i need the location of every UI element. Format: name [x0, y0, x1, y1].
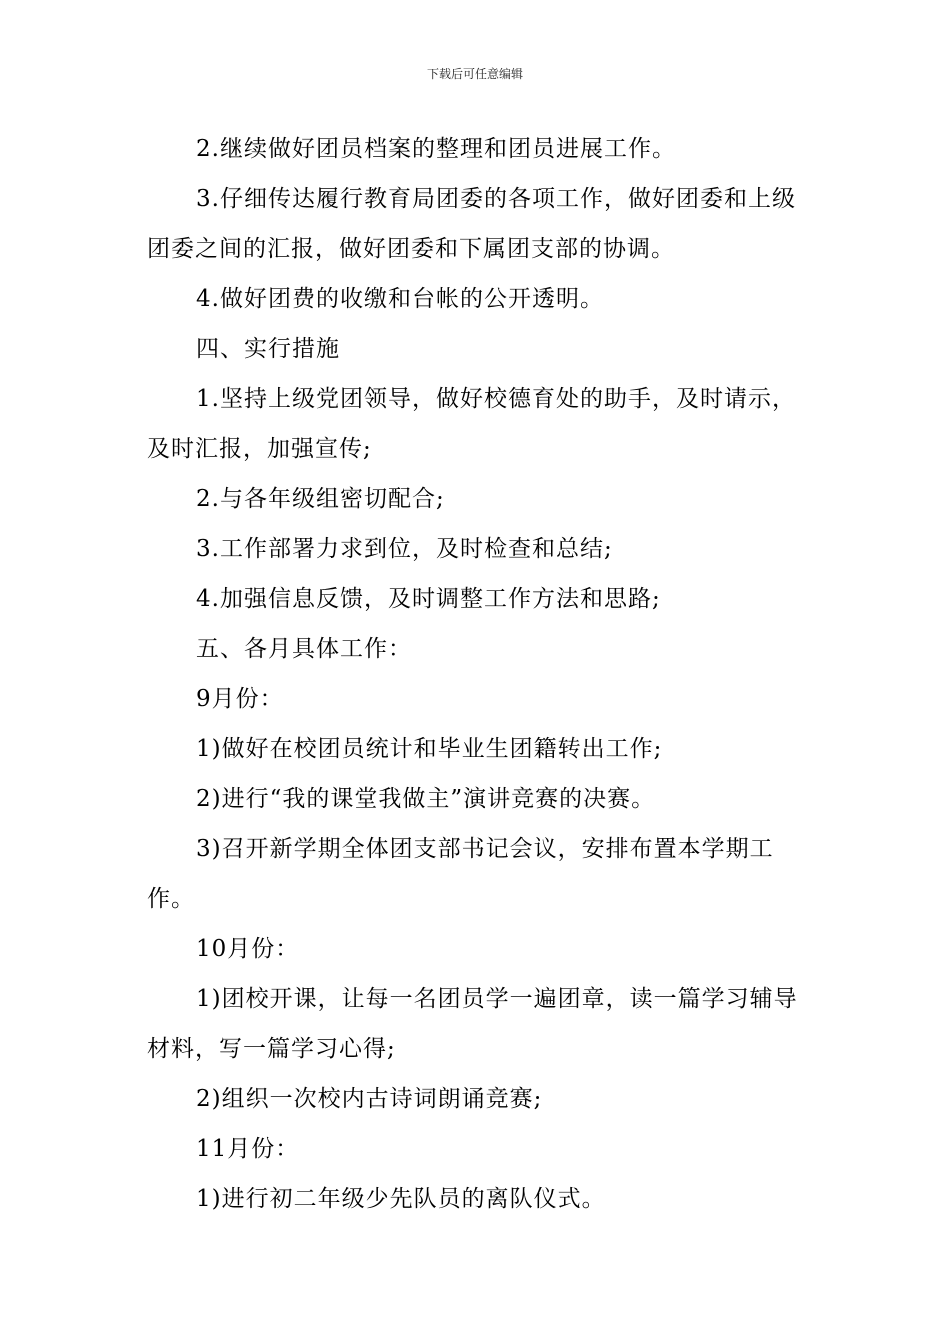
paragraph-measure-3: 3.工作部署力求到位，及时检查和总结;: [196, 536, 613, 562]
paragraph-measure-1: 1.坚持上级党团领导，做好校德育处的助手，及时请示，及时汇报，加强宣传;: [147, 386, 796, 462]
page-header-note: 下载后可任意编辑: [426, 67, 523, 81]
document-body: [147, 124, 807, 1224]
month-heading-november: 11月份：: [196, 1136, 300, 1162]
section-heading-monthly-work: 五、各月具体工作：: [196, 636, 412, 662]
paragraph-work-item-3: 3.仔细传达履行教育局团委的各项工作，做好团委和上级团委之间的汇报，做好团委和下属团支部的协调。: [147, 186, 796, 262]
paragraph-october-1: 1)团校开课，让每一名团员学一遍团章，读一篇学习辅导材料，写一篇学习心得;: [147, 986, 798, 1062]
month-heading-october: 10月份：: [196, 936, 300, 962]
section-heading-measures: 四、实行措施: [196, 336, 340, 362]
paragraph-work-item-2: 2.继续做好团员档案的整理和团员进展工作。: [196, 136, 676, 162]
paragraph-october-2: 2)组织一次校内古诗词朗诵竞赛;: [196, 1086, 543, 1112]
month-heading-september: 9月份：: [196, 686, 284, 712]
paragraph-measure-2: 2.与各年级组密切配合;: [196, 486, 445, 512]
paragraph-november-1: 1)进行初二年级少先队员的离队仪式。: [196, 1186, 606, 1212]
paragraph-september-1: 1)做好在校团员统计和毕业生团籍转出工作;: [196, 736, 663, 762]
paragraph-september-3: 3)召开新学期全体团支部书记会议，安排布置本学期工作。: [147, 836, 774, 912]
paragraph-work-item-4: 4.做好团费的收缴和台帐的公开透明。: [196, 286, 604, 312]
paragraph-measure-4: 4.加强信息反馈，及时调整工作方法和思路;: [196, 586, 661, 612]
paragraph-september-2: 2)进行“我的课堂我做主”演讲竞赛的决赛。: [196, 786, 656, 812]
